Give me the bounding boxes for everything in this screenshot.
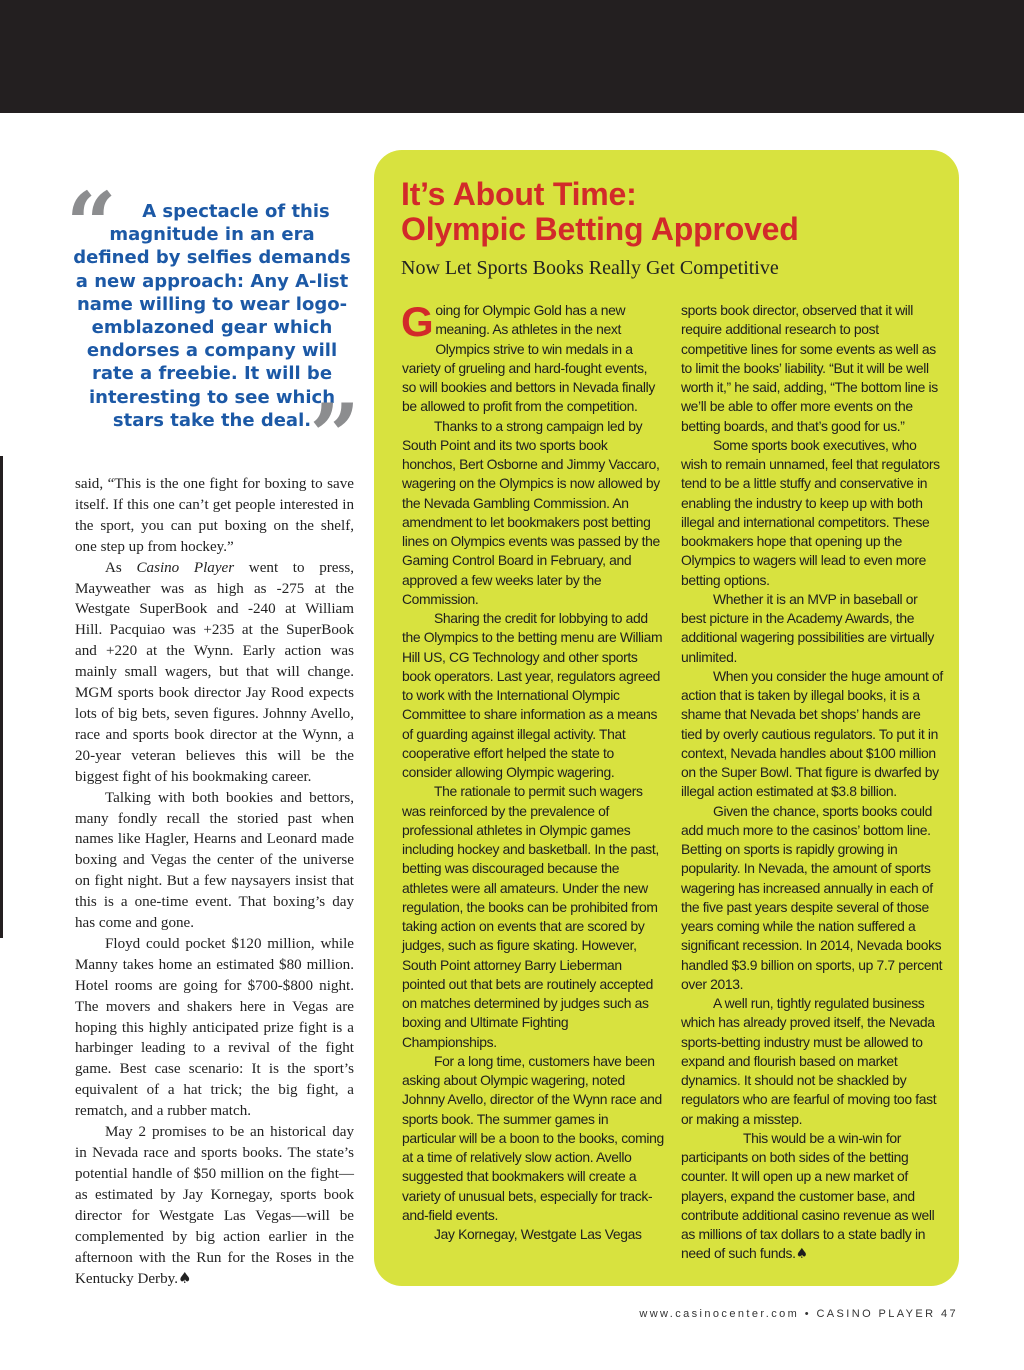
sidebar-paragraph: Jay Kornegay, Westgate Las Vegas <box>434 1226 642 1242</box>
page-footer <box>639 1308 958 1320</box>
page-number: 47 <box>940 1308 958 1320</box>
pull-quote-text: A spectacle of this magnitude in an era defined by selfies demands a new approach: Any A-list name willing to wear logo-emblazoned gear which endorses a company will rate a freebie. It will be interesting to see which stars take the deal. <box>73 201 351 431</box>
sidebar-title-line: Olympic Betting Approved <box>401 211 799 247</box>
sidebar-subtitle: Now Let Sports Books Really Get Competitive <box>401 257 779 279</box>
open-quote-mark: “ <box>66 172 117 276</box>
sidebar-paragraph: The rationale to permit such wagers was reinforced by the prevalence of professional athletes in Olympic games including hockey and basketball. In the past, betting was discouraged because the athletes were all amateurs. Under the new regulation, the books can be prohibited from taking action on events that are scored by judges, such as figure skating. However, South Point attorney Barry Lieberman pointed out that bets are routinely accepted on matches determined by judges such as boxing and Ultimate Fighting Championships. <box>402 783 659 1050</box>
sidebar-title <box>401 177 941 247</box>
paragraph-body: This would be a win-win for participants on both sides of the betting counter. It will open up a new market of players, expand the customer base, and contribute additional casino revenue as well as millions of tax dollars to a state badly in need of such funds. <box>681 1129 935 1262</box>
footer-url: www.casinocenter.com <box>639 1308 800 1320</box>
header-bar <box>0 0 1024 113</box>
paragraph-body: went to press, Mayweather was as high as -275 at the Westgate SuperBook and -240 at William Hill. Pacquiao was +235 at the SuperBook and +220 at the Wynn. Early action was mainly small wagers, but that will change. MGM sports book director Jay Rood expects lots of big bets, seven figures. Johnny Avello, race and sports book director at the Wynn, a 20-year veteran believes this will be the biggest fight of his bookmaking career. <box>75 559 354 785</box>
paragraph-lead: As <box>105 559 122 576</box>
article-paragraph: said, “This is the one fight for boxing to save itself. If this one can’t get people interested in the sport, you can put boxing on the shelf, one step up from hockey.” <box>75 476 354 555</box>
close-quote-mark: ” <box>309 384 360 488</box>
sidebar-column-2 <box>681 301 943 1265</box>
paragraph-body: oing for Olympic Gold has a new meaning. As athletes in the next Olympics strive to win medals in a variety of grueling and hard-fought events, so will bookies and bettors in Nevada finally be allowed to profit from the competition. <box>402 302 655 415</box>
sidebar-paragraph: When you consider the huge amount of action that is taken by illegal books, it is a shame that Nevada bet shops’ hands are tied by overly cautious regulators. To put it in context, Nevada handles about $100 million on the Super Bowl. That figure is dwarfed by illegal action estimated at $3.8 billion. <box>681 667 943 800</box>
left-margin-rule <box>0 456 3 938</box>
sidebar-paragraph <box>681 1129 943 1265</box>
sidebar-paragraph: Some sports book executives, who wish to remain unnamed, feel that regulators tend to be a little stuffy and conservative in enabling the industry to keep up with both illegal and international competitors. These bookmakers hope that opening up the Olympics to wagers will lead to even more betting options. <box>681 436 940 588</box>
sidebar-paragraph: sports book director, observed that it will require additional research to post competitive lines for some events as well as to limit the books’ liability. “But it will be well worth it,” he said, adding, “The bottom line is we’ll be able to offer more events on the betting boards, and that’s good for us.” <box>681 302 938 434</box>
article-column-left <box>75 474 354 1290</box>
sidebar-paragraph <box>401 298 664 417</box>
drop-cap: G <box>401 298 434 345</box>
pull-quote <box>66 172 360 488</box>
sidebar-column-1 <box>401 298 664 1244</box>
sidebar-paragraph: A well run, tightly regulated business which has already proved itself, the Nevada sports-betting industry must be allowed to expand and flourish based on market dynamics. It should not be shackled by regulators who are fearful of moving too fast or making a misstep. <box>681 995 937 1127</box>
end-spade-icon: ♠ <box>795 1246 808 1263</box>
article-paragraph <box>75 558 354 788</box>
magazine-name: Casino Player <box>136 559 235 576</box>
sidebar-paragraph: For a long time, customers have been asking about Olympic wagering, noted Johnny Avello, director of the Wynn race and sports book. The summer games in particular will be a boon to the books, coming at a time of relatively slow action. Avello suggested that bookmakers will create a variety of unusual bets, especially for track-and-field events. <box>402 1052 664 1223</box>
article-paragraph <box>75 1122 354 1290</box>
paragraph-body: May 2 promises to be an historical day in Nevada race and sports books. The state’s potential handle of $50 million on the fight—as estimated by Jay Kornegay, sports book director for Westgate Las Vegas—will be complemented by big action earlier in the afternoon with the Run for the Roses in the Kentucky Derby. <box>75 1124 354 1288</box>
end-spade-icon: ♠ <box>177 1269 192 1288</box>
sidebar-paragraph: Given the chance, sports books could add much more to the casinos’ bottom line. Betting on sports is rapidly growing in popularity. In Nevada, the amount of sports wagering has increased annually in each of the five past years despite several of those years coming while the nation suffered a significant recession. In 2014, Nevada books handled $3.9 billion on sports, up 7.7 percent over 2013. <box>681 802 943 992</box>
sidebar-paragraph: Sharing the credit for lobbying to add the Olympics to the betting menu are William Hill US, CG Technology and other sports book operators. Last year, regulators agreed to work with the International Olympic Committee to share information as a means of guarding against illegal activity. That cooperative effort helped the state to consider allowing Olympic wagering. <box>402 610 663 780</box>
article-paragraph: Talking with both bookies and bettors, many fondly recall the storied past when names like Hagler, Hearns and Leonard made boxing and Vegas the center of the universe on fight night. But a few naysayers insist that this is a one-time event. That boxing’s day has come and gone. <box>75 789 354 932</box>
sidebar-paragraph: Whether it is an MVP in baseball or best picture in the Academy Awards, the additional wagering possibilities are virtually unlimited. <box>681 590 935 665</box>
sidebar-paragraph: Thanks to a strong campaign led by South Point and its two sports book honchos, Bert Osborne and Jimmy Vaccaro, wagering on the Olympics is now allowed by the Nevada Gambling Commission. An amendment to let bookmakers post betting lines on Olympics events was passed by the Gaming Control Board in February, and approved a few weeks later by the Commission. <box>402 417 660 607</box>
article-paragraph: Floyd could pocket $120 million, while Manny takes home an estimated $80 million. Hotel rooms are going for $700-$800 night. The movers and shakers here in Vegas are hoping this highly anticipated prize fight is a harbinger leading to a revival of the fight game. Best case scenario: It is the sport’s equivalent of a hat trick; the big fight, a rematch, and a rubber match. <box>75 935 354 1120</box>
footer-publication: CASINO PLAYER <box>816 1308 936 1320</box>
footer-separator: • <box>804 1308 811 1320</box>
sidebar-title-line: It’s About Time: <box>401 176 637 212</box>
